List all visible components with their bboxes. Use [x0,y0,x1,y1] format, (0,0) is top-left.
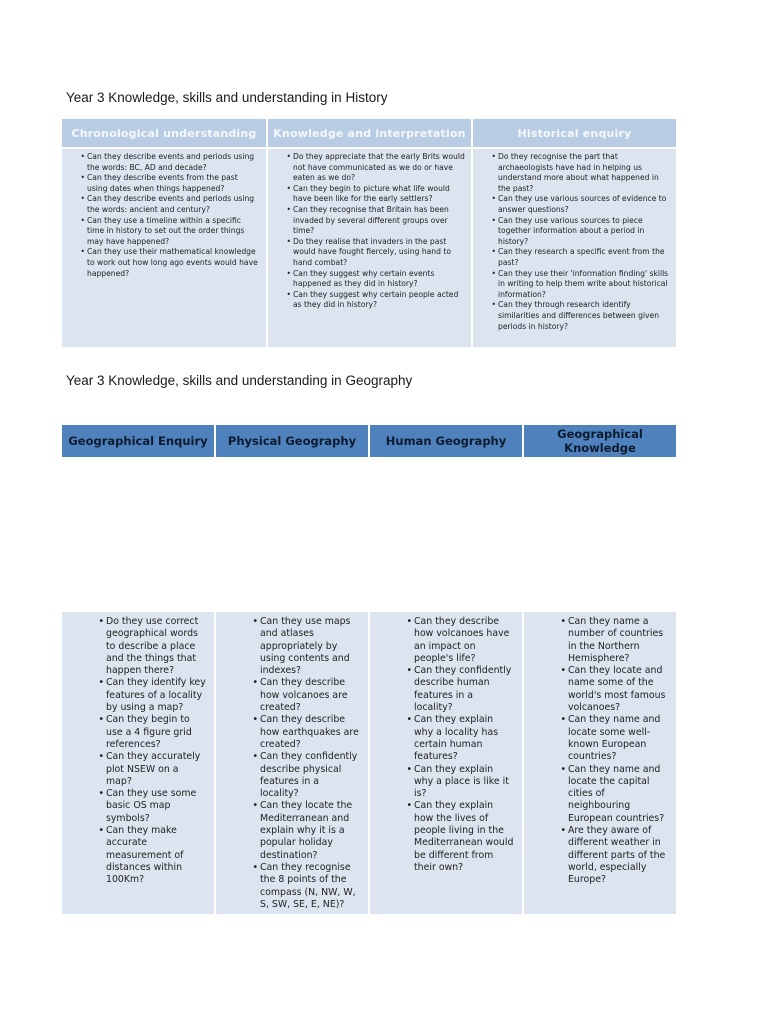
history-heading: Year 3 Knowledge, skills and understanding in History [66,90,388,105]
history-cell-chronological [62,148,267,347]
geography-body-table [62,612,676,914]
list-item: • Do they appreciate that the early Brits would not have communicated as we do or have eaten as we do? [278,152,465,184]
list-item: • Can they describe events from the past using dates when things happened? [72,173,260,194]
history-list-knowledge [268,149,471,311]
geography-list-knowledge [524,612,676,887]
history-list-chronological [62,149,266,279]
list-item: • Can they use their 'information finding' skills in writing to help them write about historical information? [483,269,670,301]
list-item: • Can they locate and name some of the world's most famous volcanoes? [554,665,668,714]
history-body-row [62,148,676,347]
list-item: • Can they confidently describe physical features in a locality? [246,751,360,800]
list-item: • Do they recognise the part that archaeologists have had in helping us understand more about what happened in the past? [483,152,670,194]
list-item: • Can they use various sources to piece together information about a period in history? [483,216,670,248]
list-item: • Can they through research identify similarities and differences between given periods in history? [483,300,670,332]
geography-list-physical [216,612,368,911]
list-item: • Can they accurately plot NSEW on a map? [92,751,206,788]
geography-header-table [62,425,676,457]
geography-heading: Year 3 Knowledge, skills and understanding in Geography [66,373,413,388]
history-table [62,119,676,347]
list-item: • Can they name and locate some well-known European countries? [554,714,668,763]
history-cell-knowledge [267,148,472,347]
geography-cell-knowledge [523,612,676,914]
geography-cell-enquiry [62,612,215,914]
list-item: • Can they describe events and periods using the words: ancient and century? [72,194,260,215]
list-item: • Do they use correct geographical words to describe a place and the things that happen there? [92,616,206,677]
history-cell-enquiry [472,148,676,347]
list-item: • Can they suggest why certain people acted as they did in history? [278,290,465,311]
geography-list-human [370,612,522,874]
list-item: • Can they use their mathematical knowledge to work out how long ago events would have happened? [72,247,260,279]
geography-header-enquiry: Geographical Enquiry [62,425,215,457]
history-header-row [62,119,676,148]
geography-list-enquiry [62,612,214,887]
list-item: • Can they explain why a locality has certain human features? [400,714,514,763]
geography-header-knowledge: Geographical Knowledge [523,425,676,457]
geography-header-human: Human Geography [369,425,523,457]
history-header-enquiry: Historical enquiry [472,119,676,148]
list-item: • Can they recognise the 8 points of the compass (N, NW, W, S, SW, SE, E, NE)? [246,862,360,911]
list-item: • Can they locate the Mediterranean and explain why it is a popular holiday destination? [246,800,360,861]
geography-cell-physical [215,612,369,914]
list-item: • Can they use various sources of evidence to answer questions? [483,194,670,215]
list-item: • Can they describe how volcanoes are created? [246,677,360,714]
list-item: • Do they realise that invaders in the past would have fought fiercely, using hand to hand combat? [278,237,465,269]
geography-body-row [62,612,676,914]
geography-header-row [62,425,676,457]
list-item: • Can they describe how earthquakes are created? [246,714,360,751]
geography-header-physical: Physical Geography [215,425,369,457]
list-item: • Can they describe how volcanoes have an impact on people's life? [400,616,514,665]
list-item: • Can they identify key features of a locality by using a map? [92,677,206,714]
list-item: • Can they explain why a place is like it is? [400,764,514,801]
list-item: • Can they begin to use a 4 figure grid references? [92,714,206,751]
list-item: • Can they begin to picture what life would have been like for the early settlers? [278,184,465,205]
list-item: • Can they make accurate measurement of distances within 100Km? [92,825,206,886]
list-item: • Can they suggest why certain events happened as they did in history? [278,269,465,290]
list-item: • Can they describe events and periods using the words: BC, AD and decade? [72,152,260,173]
geography-cell-human [369,612,523,914]
list-item: • Can they name and locate the capital cities of neighbouring European countries? [554,764,668,825]
list-item: • Can they research a specific event from the past? [483,247,670,268]
list-item: • Can they use maps and atlases appropriately by using contents and indexes? [246,616,360,677]
list-item: • Can they use some basic OS map symbols? [92,788,206,825]
history-header-knowledge: Knowledge and interpretation [267,119,472,148]
history-list-enquiry [473,149,676,332]
list-item: • Can they name a number of countries in the Northern Hemisphere? [554,616,668,665]
list-item: • Can they recognise that Britain has been invaded by several different groups over time? [278,205,465,237]
list-item: • Can they explain how the lives of people living in the Mediterranean would be different from their own? [400,800,514,874]
list-item: • Can they confidently describe human features in a locality? [400,665,514,714]
list-item: • Can they use a timeline within a specific time in history to set out the order things may have happened? [72,216,260,248]
list-item: • Are they aware of different weather in different parts of the world, especially Europe? [554,825,668,886]
history-header-chronological: Chronological understanding [62,119,267,148]
